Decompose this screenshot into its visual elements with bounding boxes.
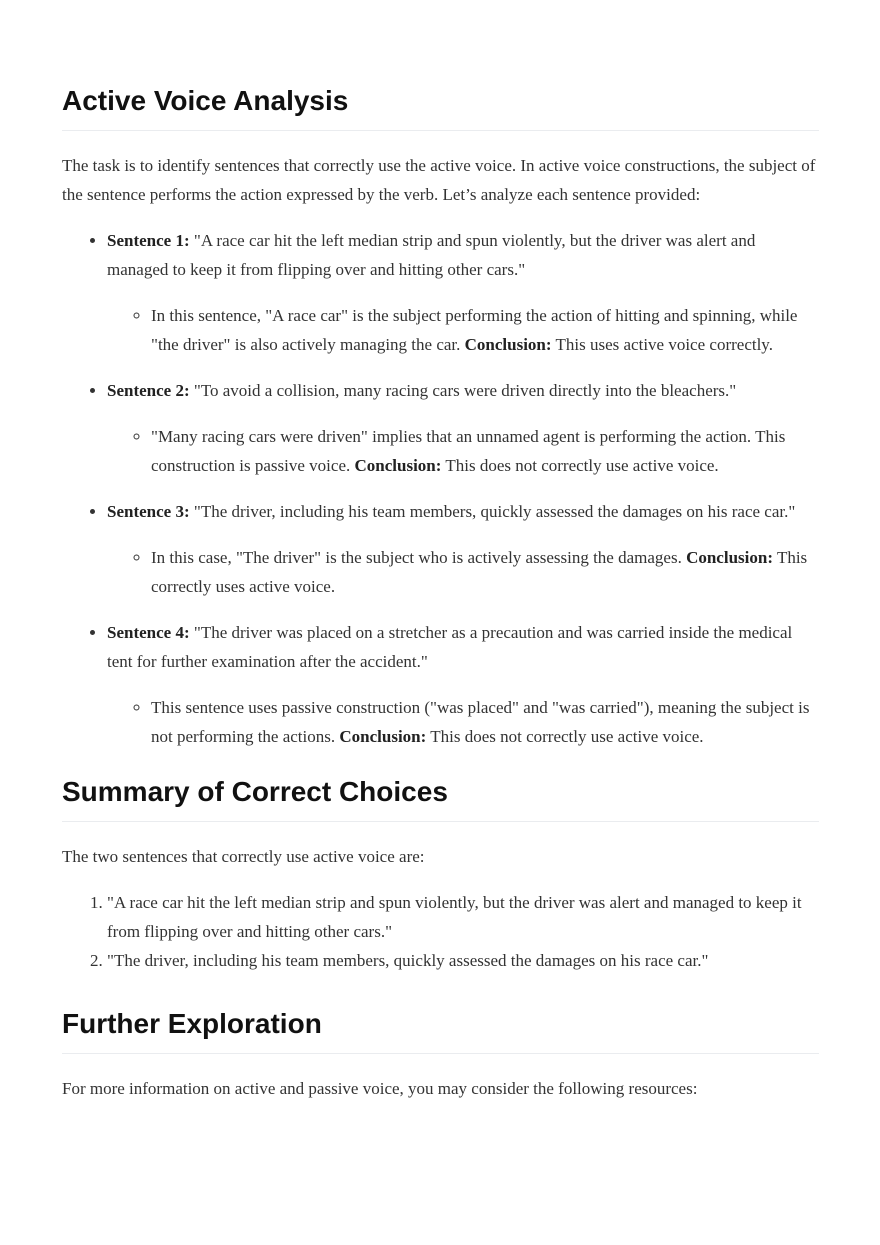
conclusion-text: This does not correctly use active voice. — [441, 456, 719, 475]
heading-further-exploration: Further Exploration — [62, 1007, 819, 1054]
sentence-analysis-list — [107, 422, 819, 480]
conclusion-text: This uses active voice correctly. — [551, 335, 773, 354]
correct-choices-list — [62, 888, 819, 975]
analysis-intro: The task is to identify sentences that correctly use the active voice. In active voice constructions, the subject of the sentence performs the action expressed by the verb. Let’s analyze each sentence provided: — [62, 156, 816, 204]
heading-active-voice-analysis: Active Voice Analysis — [62, 84, 819, 131]
sentence-quote: "To avoid a collision, many racing cars were driven directly into the bleachers." — [189, 381, 737, 400]
sentence-analysis — [151, 422, 819, 480]
sentence-analysis — [151, 543, 819, 601]
sentence-label: Sentence 3: — [107, 502, 190, 521]
sentence-analysis-list — [107, 693, 819, 751]
sentence-quote: "The driver, including his team members, quickly assessed the damages on his race car." — [189, 502, 796, 521]
conclusion-text: This correctly uses active voice. — [151, 548, 808, 596]
sentence-label: Sentence 4: — [107, 623, 190, 642]
sentence-label: Sentence 2: — [107, 381, 190, 400]
sentence-item-2 — [107, 376, 819, 480]
correct-choice-1: 1. "A race car hit the left median strip and spun violently, but the driver was alert and managed to keep it from flipping over and hitting other cars." — [107, 888, 819, 946]
further-intro: For more information on active and passive voice, you may consider the following resources: — [62, 1079, 698, 1098]
document — [62, 0, 819, 1103]
conclusion-label: Conclusion: — [686, 548, 773, 567]
analysis-text: In this case, "The driver" is the subject who is actively assessing the damages. — [151, 548, 687, 567]
conclusion-label: Conclusion: — [464, 335, 552, 354]
analysis-text: In this sentence, "A race car" is the subject performing the action of hitting and spinning, while "the driver" is also actively managing the car. — [151, 306, 798, 354]
sentence-analysis — [151, 301, 819, 359]
sentence-list — [62, 226, 819, 751]
conclusion-label: Conclusion: — [339, 727, 427, 746]
conclusion-text: This does not correctly use active voice. — [426, 727, 704, 746]
analysis-text: This sentence uses passive construction ("was placed" and "was carried"), meaning the subject is not performing the actions. — [151, 698, 810, 746]
sentence-item-4 — [107, 618, 819, 751]
sentence-item-1 — [107, 226, 819, 359]
sentence-label: Sentence 1: — [107, 231, 190, 250]
sentence-quote: "A race car hit the left median strip and spun violently, but the driver was alert and managed to keep it from flipping over and hitting other cars." — [107, 231, 756, 279]
sentence-analysis-list — [107, 301, 819, 359]
sentence-analysis-list — [107, 543, 819, 601]
sentence-item-3 — [107, 497, 819, 601]
conclusion-label: Conclusion: — [354, 456, 442, 475]
heading-summary-of-correct-choices: Summary of Correct Choices — [62, 775, 819, 822]
correct-choice-2: 2. "The driver, including his team members, quickly assessed the damages on his race car." — [107, 946, 819, 975]
sentence-analysis — [151, 693, 819, 751]
analysis-text: "Many racing cars were driven" implies that an unnamed agent is performing the action. This construction is passive voice. — [151, 427, 786, 475]
sentence-quote: "The driver was placed on a stretcher as a precaution and was carried inside the medical tent for further examination after the accident." — [107, 623, 793, 671]
summary-intro: The two sentences that correctly use active voice are: — [62, 847, 425, 866]
